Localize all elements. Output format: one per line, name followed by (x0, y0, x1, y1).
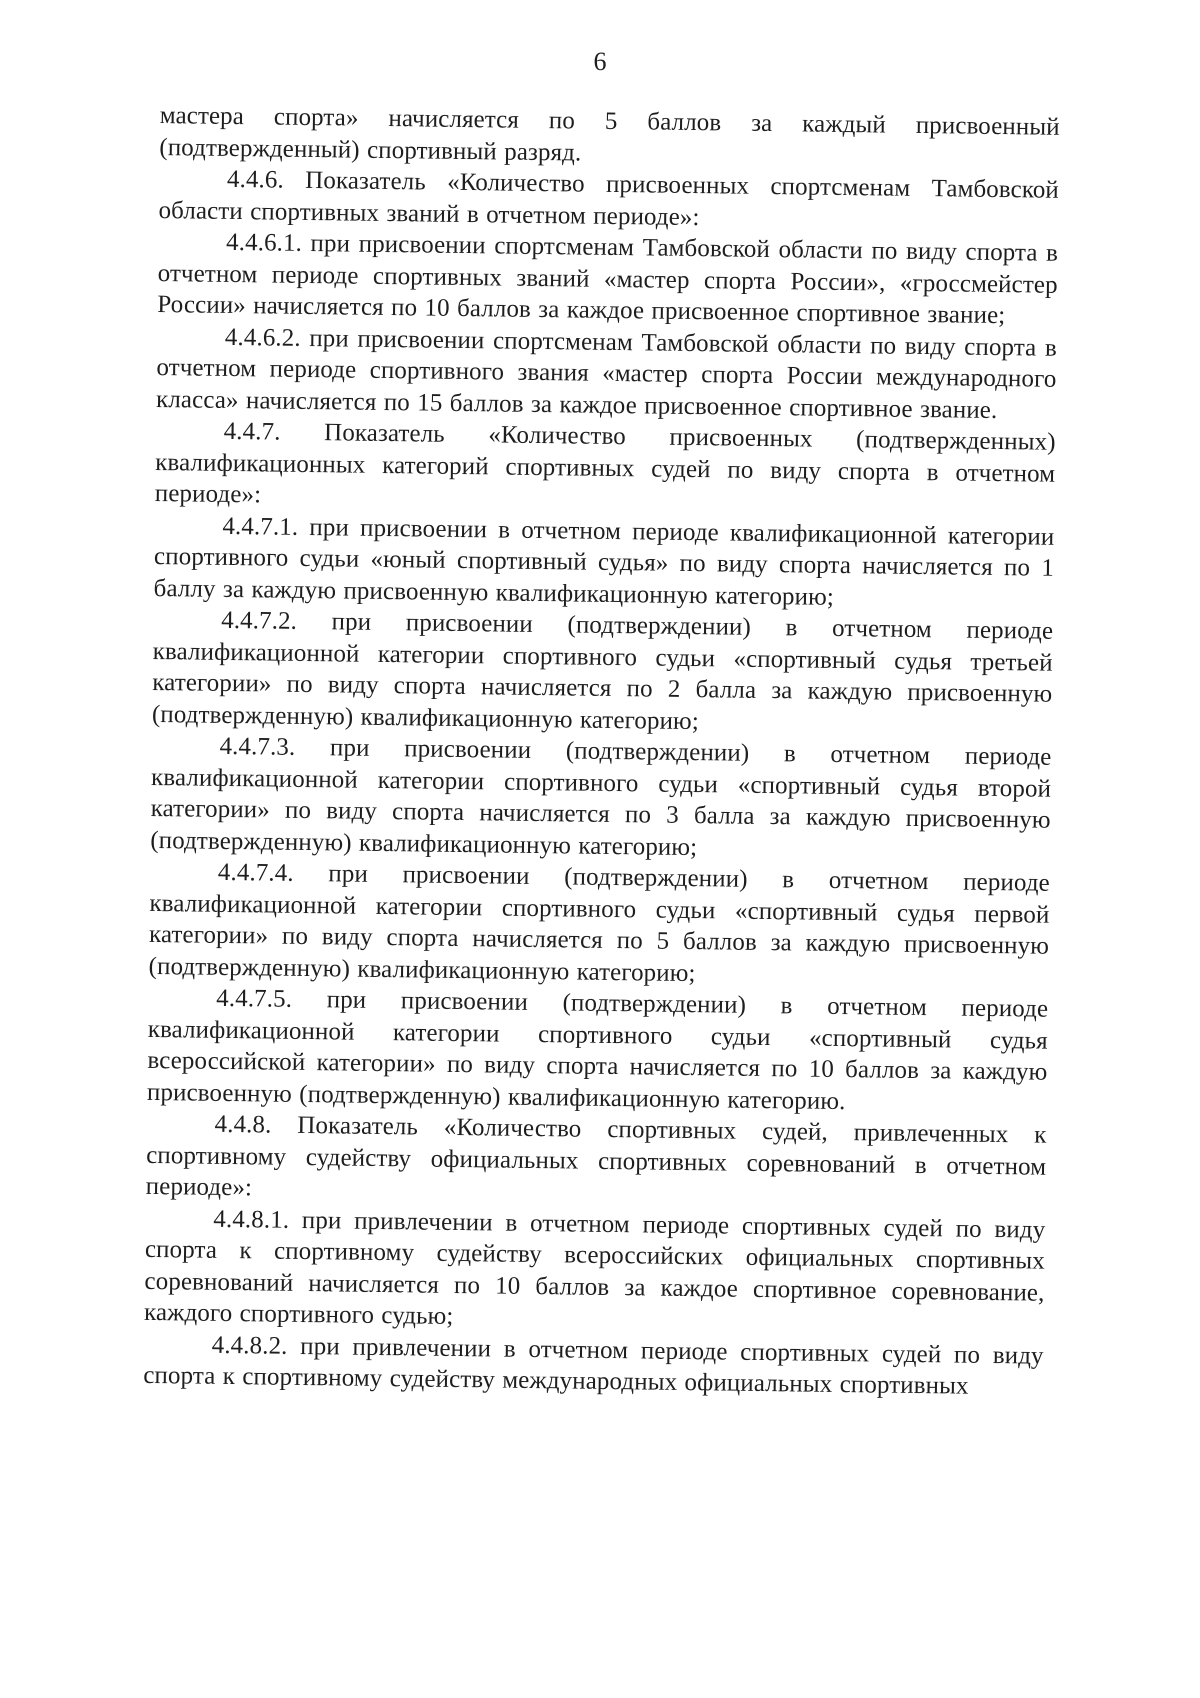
paragraph-4-4-7-5: 4.4.7.5. при присвоении (подтверждении) в отчетном периоде квалификационной категории спортивного судьи «спортивный судья всероссийской категории» по виду спорта начисляется по 10 баллов за каждую присвоенную (подтвержденную) квалификационную категорию. (146, 984, 1049, 1115)
paragraph-4-4-7-4: 4.4.7.4. при присвоении (подтверждении) в отчетном периоде квалификационной категории спортивного судьи «спортивный судья первой категории» по виду спорта начисляется по 5 баллов за каждую присвоенную (подтвержденную) квалификационную категорию; (148, 858, 1051, 987)
paragraph-4-4-8-1: 4.4.8.1. при привлечении в отчетном периоде спортивных судей по виду спорта к спортивному судейству всероссийских официальных спортивных соревнований начисляется по 10 баллов за каждое спортивное соревнование, каждого спортивного судью; (143, 1205, 1046, 1330)
paragraph-4-4-7-3: 4.4.7.3. при присвоении (подтверждении) в отчетном периоде квалификационной категории спортивного судьи «спортивный судья второй категории» по виду спорта начисляется по 3 балла за каждую присвоенную (подтвержденную) квалификационную категорию; (150, 732, 1052, 861)
paragraph-4-4-8: 4.4.8. Показатель «Количество спортивных судей, привлеченных к спортивному судейству официальных спортивных соревнований в отчетном периоде»: (145, 1110, 1047, 1202)
page-number: 6 (593, 47, 607, 76)
paragraph-4-4-8-2: 4.4.8.2. при привлечении в отчетном периоде спортивных судей по виду спорта к спортивному судейству международных официальных спортивных (143, 1331, 1044, 1400)
paragraph-4-4-7: 4.4.7. Показатель «Количество присвоенных (подтвержденных) квалификационных категорий спортивных судей по виду спорта в отчетном периоде»: (154, 417, 1056, 509)
paragraph-4-4-7-2: 4.4.7.2. при присвоении (подтверждении) в отчетном периоде квалификационной категории спортивного судьи «спортивный судья третьей категории» по виду спорта начисляется по 2 балла за каждую присвоенную (подтвержденную) квалификационную категорию; (151, 606, 1054, 735)
paragraph-4-4-6-2: 4.4.6.2. при присвоении спортсменам Тамбовской области по виду спорта в отчетном периоде спортивного звания «мастер спорта России международного класса» начисляется по 15 баллов за каждое присвоенное спортивное звание. (155, 323, 1058, 424)
paragraph-4-4-6: 4.4.6. Показатель «Количество присвоенных спортсменам Тамбовской области спортивных званий в отчетном периоде»: (158, 165, 1060, 231)
paragraph-4-4-7-1: 4.4.7.1. при присвоении в отчетном периоде квалификационной категории спортивного судьи «юный спортивный судья» по виду спорта начисляется по 1 баллу за каждую присвоенную квалификационную категорию; (153, 512, 1055, 611)
paragraph-4-4-6-1: 4.4.6.1. при присвоении спортсменам Тамбовской области по виду спорта в отчетном периоде спортивных званий «мастер спорта России», «гроссмейстер России» начисляется по 10 баллов за каждое присвоенное спортивное звание; (157, 228, 1059, 330)
paragraph-continuation: мастера спорта» начисляется по 5 баллов за каждый присвоенный (подтвержденный) спортивный разряд. (159, 101, 1060, 167)
document-body (143, 100, 1060, 1403)
